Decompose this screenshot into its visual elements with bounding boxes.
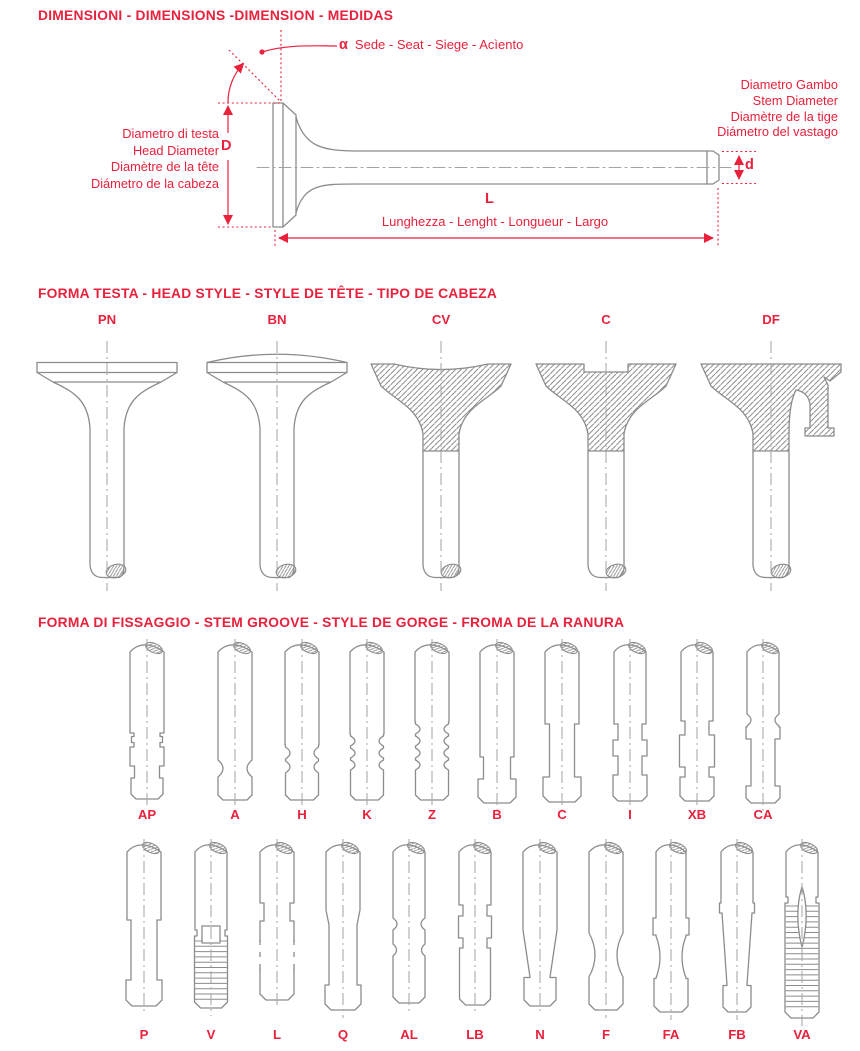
head-diameter-symbol: D: [221, 138, 232, 154]
stem-groove-drawings: [126, 639, 819, 1026]
stem-shape-A: [218, 639, 252, 808]
stem-shape-FB: [720, 839, 755, 1020]
stem-groove-label-c: C: [557, 807, 567, 822]
stem-groove-label-fb: FB: [728, 1027, 746, 1042]
head-diameter-line-fr: Diamètre de la tête: [110, 159, 219, 175]
stem-shape-AP: [130, 639, 164, 807]
length-symbol: L: [485, 191, 494, 207]
stem-groove-label-f: F: [601, 1027, 611, 1042]
stem-groove-label-q: Q: [337, 1027, 349, 1042]
stem-groove-label-a: A: [230, 807, 240, 822]
head-diameter-line-es: Diámetro de la cabeza: [90, 175, 219, 191]
head-style-c-drawing: [536, 341, 676, 591]
length-label: Lunghezza - Lenght - Longueur - Largo: [381, 214, 609, 229]
head-style-label-df: DF: [762, 312, 780, 327]
stem-diameter-line-es: Diámetro del vastago: [717, 124, 838, 140]
stem-shape-F: [589, 839, 623, 1018]
section-dimensions-title: DIMENSIONI - DIMENSIONS -DIMENSION - MEDIDAS: [38, 8, 394, 23]
stem-shape-V: [195, 839, 229, 1016]
alpha-symbol: α: [339, 37, 348, 53]
stem-shape-C: [543, 639, 581, 810]
head-style-label-c: C: [601, 312, 611, 327]
stem-groove-label-v: V: [206, 1027, 216, 1042]
stem-groove-label-i: I: [628, 807, 632, 822]
stem-diameter-line-fr: Diamètre de la tige: [730, 108, 838, 124]
stem-shape-Z: [415, 639, 449, 808]
stem-groove-label-lb: LB: [466, 1027, 484, 1042]
section-stem-groove-title: FORMA DI FISSAGGIO - STEM GROOVE - STYLE DE GORGE - FROMA DE LA RANURA: [38, 615, 625, 630]
stem-shape-VA: [785, 839, 819, 1026]
head-style-label-bn: BN: [267, 312, 287, 327]
head-diameter-label: [39, 126, 219, 192]
stem-shape-L: [258, 839, 297, 1008]
stem-shape-CA: [746, 639, 780, 811]
stem-shape-N: [523, 839, 557, 1014]
stem-shape-H: [285, 639, 319, 808]
stem-groove-label-l: L: [272, 1027, 282, 1042]
stem-diameter-symbol: d: [745, 157, 754, 173]
stem-diameter-label: [648, 77, 838, 140]
head-style-bn-drawing: [207, 341, 347, 591]
stem-groove-label-n: N: [535, 1027, 545, 1042]
stem-groove-label-fa: FA: [662, 1027, 680, 1042]
stem-diameter-line-en: Stem Diameter: [752, 92, 838, 108]
stem-groove-label-z: Z: [427, 807, 437, 822]
stem-shape-XB: [680, 639, 715, 809]
head-diameter-line-en: Head Diameter: [132, 142, 219, 158]
stem-shape-B: [478, 639, 516, 811]
stem-groove-label-k: K: [362, 807, 372, 822]
head-diameter-line-it: Diametro di testa: [122, 126, 219, 141]
stem-groove-label-b: B: [492, 807, 502, 822]
stem-groove-label-ap: AP: [137, 807, 157, 822]
stem-groove-label-al: AL: [400, 1027, 418, 1042]
stem-groove-label-va: VA: [793, 1027, 811, 1042]
head-style-label-cv: CV: [431, 312, 451, 327]
stem-groove-label-ca: CA: [753, 807, 773, 822]
stem-shape-K: [350, 639, 384, 808]
head-style-pn-drawing: [37, 341, 177, 591]
stem-groove-label-h: H: [297, 807, 307, 822]
head-style-cv-drawing: [371, 341, 511, 591]
seat-label: Sede - Seat - Siege - Acìento: [354, 37, 524, 52]
stem-shape-P: [126, 839, 162, 1014]
stem-diameter-line-it: Diametro Gambo: [740, 77, 838, 92]
stem-groove-label-p: P: [139, 1027, 149, 1042]
section-head-style-title: FORMA TESTA - HEAD STYLE - STYLE DE TÊTE - TIPO DE CABEZA: [38, 286, 498, 301]
head-style-label-pn: PN: [97, 312, 117, 327]
stem-shape-LB: [459, 839, 493, 1013]
stem-shape-FA: [653, 839, 689, 1020]
stem-groove-label-xb: XB: [687, 807, 707, 822]
stem-shape-I: [613, 639, 647, 809]
seat-angle-label: [339, 37, 523, 53]
head-style-df-drawing: [701, 341, 841, 591]
stem-shape-Q: [325, 839, 361, 1018]
stem-shape-AL: [393, 839, 426, 1011]
